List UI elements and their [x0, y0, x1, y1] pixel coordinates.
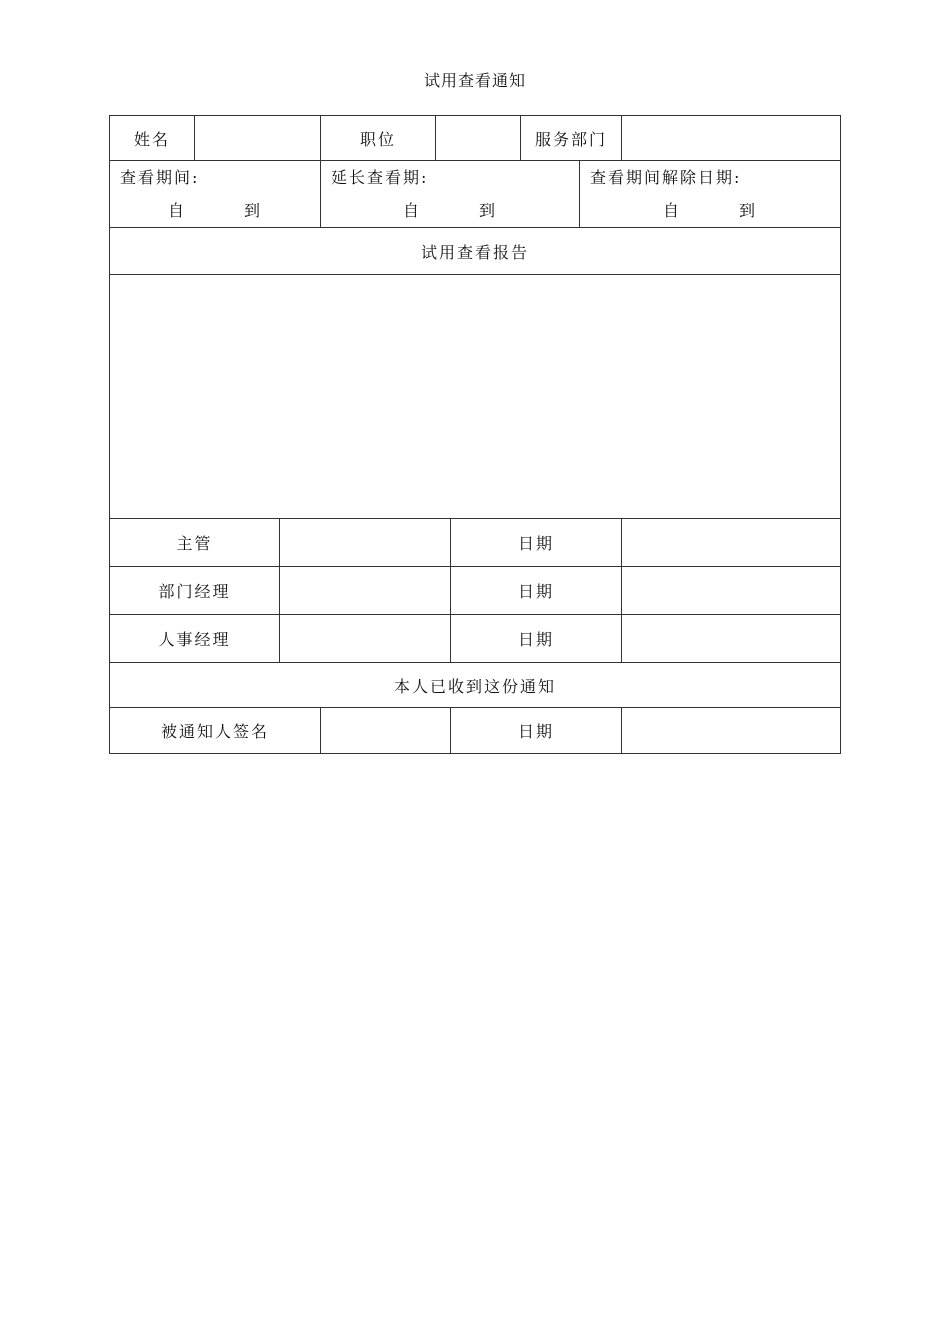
approval-date-label: 日期	[451, 567, 622, 614]
notified-date-field[interactable]	[622, 708, 840, 753]
position-field[interactable]	[436, 116, 521, 160]
notified-row	[109, 708, 841, 754]
report-content-field[interactable]	[110, 275, 840, 518]
approval-date-field[interactable]	[622, 519, 840, 566]
approver-role-label: 部门经理	[110, 567, 280, 614]
approver-role-label: 主管	[110, 519, 280, 566]
position-label: 职位	[321, 116, 436, 160]
approval-row	[109, 615, 841, 663]
approval-date-field[interactable]	[622, 567, 840, 614]
report-title: 试用查看报告	[420, 242, 529, 262]
approval-date-label: 日期	[451, 615, 622, 662]
period-row	[109, 161, 841, 228]
trial-period-from: 自	[167, 201, 186, 220]
page-title: 试用查看通知	[423, 71, 526, 90]
name-field[interactable]	[195, 116, 321, 160]
extended-period-to: 到	[479, 201, 498, 220]
info-row	[109, 115, 841, 161]
name-label: 姓名	[110, 116, 195, 160]
acknowledgement-row	[109, 663, 841, 708]
release-date-from: 自	[662, 201, 681, 220]
approval-date-field[interactable]	[622, 615, 840, 662]
approver-signature-field[interactable]	[280, 567, 451, 614]
approval-row	[109, 519, 841, 567]
approval-row	[109, 567, 841, 615]
release-date-label: 查看期间解除日期:	[590, 168, 742, 187]
notified-signature-label: 被通知人签名	[110, 708, 321, 753]
notice-form	[109, 115, 841, 754]
approval-date-label: 日期	[451, 519, 622, 566]
report-header-row	[109, 228, 841, 275]
extended-period-cell[interactable]	[321, 161, 580, 227]
department-label: 服务部门	[521, 116, 622, 160]
release-date-cell[interactable]	[580, 161, 840, 227]
trial-period-cell[interactable]	[110, 161, 321, 227]
trial-period-to: 到	[244, 201, 263, 220]
approver-signature-field[interactable]	[280, 519, 451, 566]
notified-date-label: 日期	[451, 708, 622, 753]
notified-signature-field[interactable]	[321, 708, 451, 753]
release-date-to: 到	[739, 201, 758, 220]
report-body-row	[109, 275, 841, 519]
extended-period-label: 延长查看期:	[331, 168, 429, 187]
trial-period-label: 查看期间:	[120, 168, 200, 187]
acknowledgement-text: 本人已收到这份通知	[393, 676, 556, 696]
extended-period-from: 自	[402, 201, 421, 220]
approver-role-label: 人事经理	[110, 615, 280, 662]
department-field[interactable]	[622, 116, 840, 160]
approver-signature-field[interactable]	[280, 615, 451, 662]
